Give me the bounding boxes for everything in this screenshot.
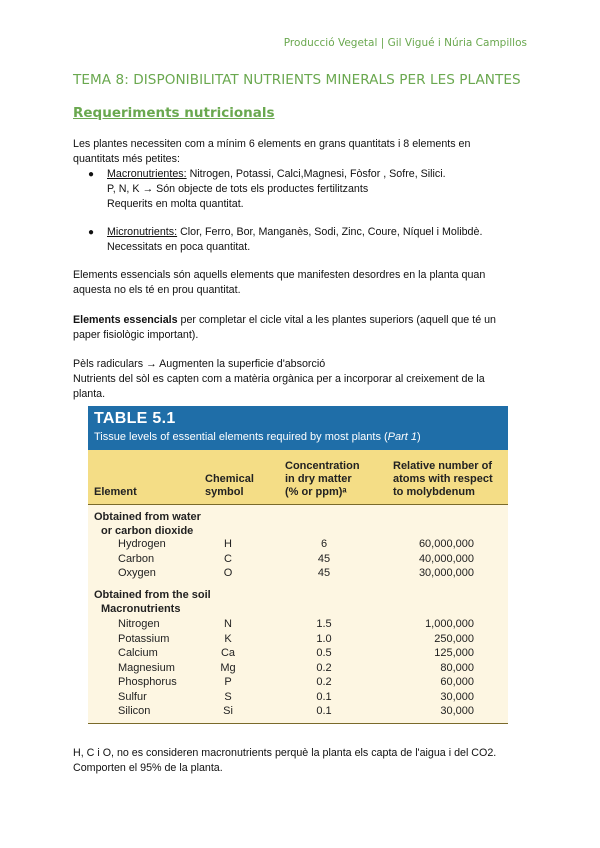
table-title-bar bbox=[88, 406, 508, 450]
table-divider bbox=[88, 504, 508, 505]
table-cell-relative-atoms: 40,000,000 bbox=[418, 553, 474, 565]
essential-line-2: aquesta no els té en prou quantitat. bbox=[73, 284, 241, 296]
table-cell-element: Silicon bbox=[118, 705, 151, 717]
table-cell-element: Sulfur bbox=[118, 691, 147, 703]
macro-line-1 bbox=[107, 167, 446, 182]
table-cell-element: Potassium bbox=[118, 633, 170, 645]
table-cell-relative-atoms: 30,000 bbox=[440, 691, 474, 703]
micro-line-2: Necessitats en poca quantitat. bbox=[107, 241, 251, 253]
group-water-heading-2: or carbon dioxide bbox=[101, 525, 194, 537]
macro-term: Macronutrientes: bbox=[107, 168, 187, 180]
closing-line-1: H, C i O, no es consideren macronutrients perquè la planta els capta de l'aigua i del CO2. bbox=[73, 747, 497, 759]
closing-paragraph bbox=[73, 746, 543, 776]
table-bottom-divider bbox=[88, 723, 508, 724]
table-cell-relative-atoms: 80,000 bbox=[440, 662, 474, 674]
essential2-line-2: paper fisiològic important). bbox=[73, 329, 199, 341]
table-cell-relative-atoms: 30,000 bbox=[440, 705, 474, 717]
col-header-relative-atoms: Relative number of atoms with respect to molybdenum bbox=[393, 460, 493, 498]
table-cell-element: Nitrogen bbox=[118, 618, 160, 630]
col-header-symbol: Chemical symbol bbox=[205, 473, 254, 498]
table-cell-concentration: 0.2 bbox=[316, 662, 332, 674]
table-cell-relative-atoms: 250,000 bbox=[434, 633, 474, 645]
micro-line-1 bbox=[107, 225, 482, 240]
page-title: TEMA 8: DISPONIBILITAT NUTRIENTS MINERALS PER LES PLANTES bbox=[73, 72, 521, 88]
table-cell-symbol: C bbox=[224, 553, 232, 565]
bullet-dot-icon: ● bbox=[88, 169, 95, 180]
subgroup-macronutrients: Macronutrients bbox=[101, 603, 181, 615]
table-cell-symbol: H bbox=[224, 538, 232, 550]
col-header-element: Element bbox=[94, 486, 137, 498]
running-header: Producció Vegetal | Gil Vigué i Núria Campillos bbox=[283, 37, 527, 49]
table-cell-symbol: Mg bbox=[220, 662, 236, 674]
intro-line-1: Les plantes necessiten com a mínim 6 elements en grans quantitats i 8 elements en bbox=[73, 138, 471, 150]
table-cell-element: Phosphorus bbox=[118, 676, 177, 688]
table-cell-symbol: K bbox=[224, 633, 232, 645]
table-cell-concentration: 6 bbox=[320, 538, 328, 550]
table-subtitle: Tissue levels of essential elements required by most plants (Part 1) bbox=[94, 431, 421, 443]
section-heading: Requeriments nutricionals bbox=[73, 105, 275, 121]
micro-term: Micronutrients: bbox=[107, 226, 178, 238]
table-cell-concentration: 0.1 bbox=[316, 691, 332, 703]
table-cell-element: Hydrogen bbox=[118, 538, 166, 550]
bullet-dot-icon: ● bbox=[88, 227, 95, 238]
table-cell-concentration: 45 bbox=[317, 553, 331, 565]
intro-line-2: quantitats més petites: bbox=[73, 153, 180, 165]
table-cell-element: Oxygen bbox=[118, 567, 156, 579]
essential-line-1: Elements essencials són aquells elements que manifesten desordres en la planta quan bbox=[73, 269, 486, 281]
roots-line-1: Pèls radiculars → Augmenten la superficie d'absorció bbox=[73, 358, 326, 370]
table-cell-concentration: 1.0 bbox=[316, 633, 332, 645]
table-cell-symbol: Ca bbox=[220, 647, 236, 659]
table-cell-relative-atoms: 30,000,000 bbox=[418, 567, 474, 579]
intro-paragraph bbox=[73, 137, 533, 167]
table-cell-element: Calcium bbox=[118, 647, 158, 659]
table-cell-concentration: 0.1 bbox=[316, 705, 332, 717]
macro-line-2: P, N, K → Són objecte de tots els productes fertilitzants bbox=[107, 183, 369, 195]
table-cell-concentration: 0.5 bbox=[316, 647, 332, 659]
table-cell-symbol: Si bbox=[223, 705, 233, 717]
essential-paragraph bbox=[73, 268, 533, 298]
table-cell-relative-atoms: 1,000,000 bbox=[425, 618, 474, 630]
essential2-line-1: Elements essencials per completar el cicle vital a les plantes superiors (aquell que té un bbox=[73, 314, 496, 326]
roots-paragraph bbox=[73, 357, 533, 402]
table-cell-symbol: S bbox=[224, 691, 232, 703]
essential-definition-paragraph bbox=[73, 313, 533, 343]
closing-line-2: Comporten el 95% de la planta. bbox=[73, 762, 223, 774]
table-cell-concentration: 0.2 bbox=[316, 676, 332, 688]
essential-elements-table bbox=[88, 406, 508, 724]
table-cell-symbol: P bbox=[224, 676, 232, 688]
macro-text: Nitrogen, Potassi, Calci,Magnesi, Fòsfor , Sofre, Silici. bbox=[186, 168, 446, 180]
col-header-concentration: Concentration in dry matter (% or ppm)ᵃ bbox=[285, 460, 360, 498]
table-cell-relative-atoms: 125,000 bbox=[434, 647, 474, 659]
roots-line-3: planta. bbox=[73, 388, 106, 400]
table-cell-symbol: O bbox=[223, 567, 233, 579]
essential-bold-term: Elements essencials bbox=[73, 314, 178, 326]
table-cell-relative-atoms: 60,000,000 bbox=[418, 538, 474, 550]
table-cell-element: Magnesium bbox=[118, 662, 175, 674]
macro-line-3: Requerits en molta quantitat. bbox=[107, 198, 244, 210]
table-cell-element: Carbon bbox=[118, 553, 155, 565]
table-caption: TABLE 5.1 bbox=[94, 410, 176, 427]
group-water-heading: Obtained from water bbox=[94, 511, 201, 523]
group-soil-heading: Obtained from the soil bbox=[94, 589, 211, 601]
roots-line-2: Nutrients del sòl es capten com a matèria orgànica per a incorporar al creixement de la bbox=[73, 373, 485, 385]
micro-text: Clor, Ferro, Bor, Manganès, Sodi, Zinc, Coure, Níquel i Molibdè. bbox=[177, 226, 483, 238]
table-cell-symbol: N bbox=[224, 618, 232, 630]
table-cell-relative-atoms: 60,000 bbox=[440, 676, 474, 688]
table-cell-concentration: 1.5 bbox=[316, 618, 332, 630]
table-cell-concentration: 45 bbox=[317, 567, 331, 579]
